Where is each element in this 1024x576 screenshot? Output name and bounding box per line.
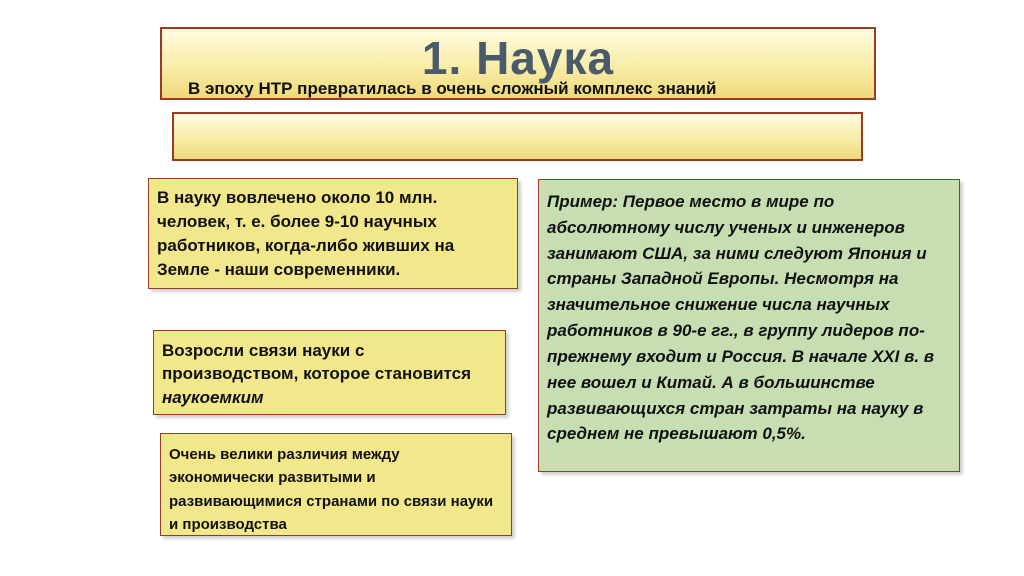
production-links-card — [153, 330, 506, 415]
empty-banner — [172, 112, 863, 161]
scientists-count-card — [148, 178, 518, 289]
example-card — [538, 179, 960, 472]
production-links-text: Возросли связи науки с производством, которое становится — [162, 341, 472, 384]
differences-card — [160, 433, 512, 536]
differences-text: Очень велики различия между экономически развитыми и развивающимися странами по связи науки и производства — [169, 446, 494, 533]
title-banner — [160, 27, 876, 100]
scientists-count-text: В науку вовлечено около 10 млн. человек, т. е. более 9-10 научных работников, когда-либо живших на Земле - наши современники. — [157, 188, 455, 280]
slide-title: 1. Наука — [421, 32, 615, 84]
slide-subtitle: В эпоху НТР превратилась в очень сложный комплекс знаний — [188, 79, 717, 98]
production-links-italic: наукоемким — [162, 387, 264, 407]
example-text: Пример: Первое место в мире по абсолютному числу ученых и инженеров занимают США, за ними следуют Япония и страны Западной Европы. Несмотря на значительное снижение числа научных работников в 90-е гг., в группу лидеров по-прежнему входит и Россия. В начале XXI в. в нее вошел и Китай. А в большинстве развивающихся стран затраты на науку в среднем не превышают 0,5%. — [547, 192, 935, 444]
